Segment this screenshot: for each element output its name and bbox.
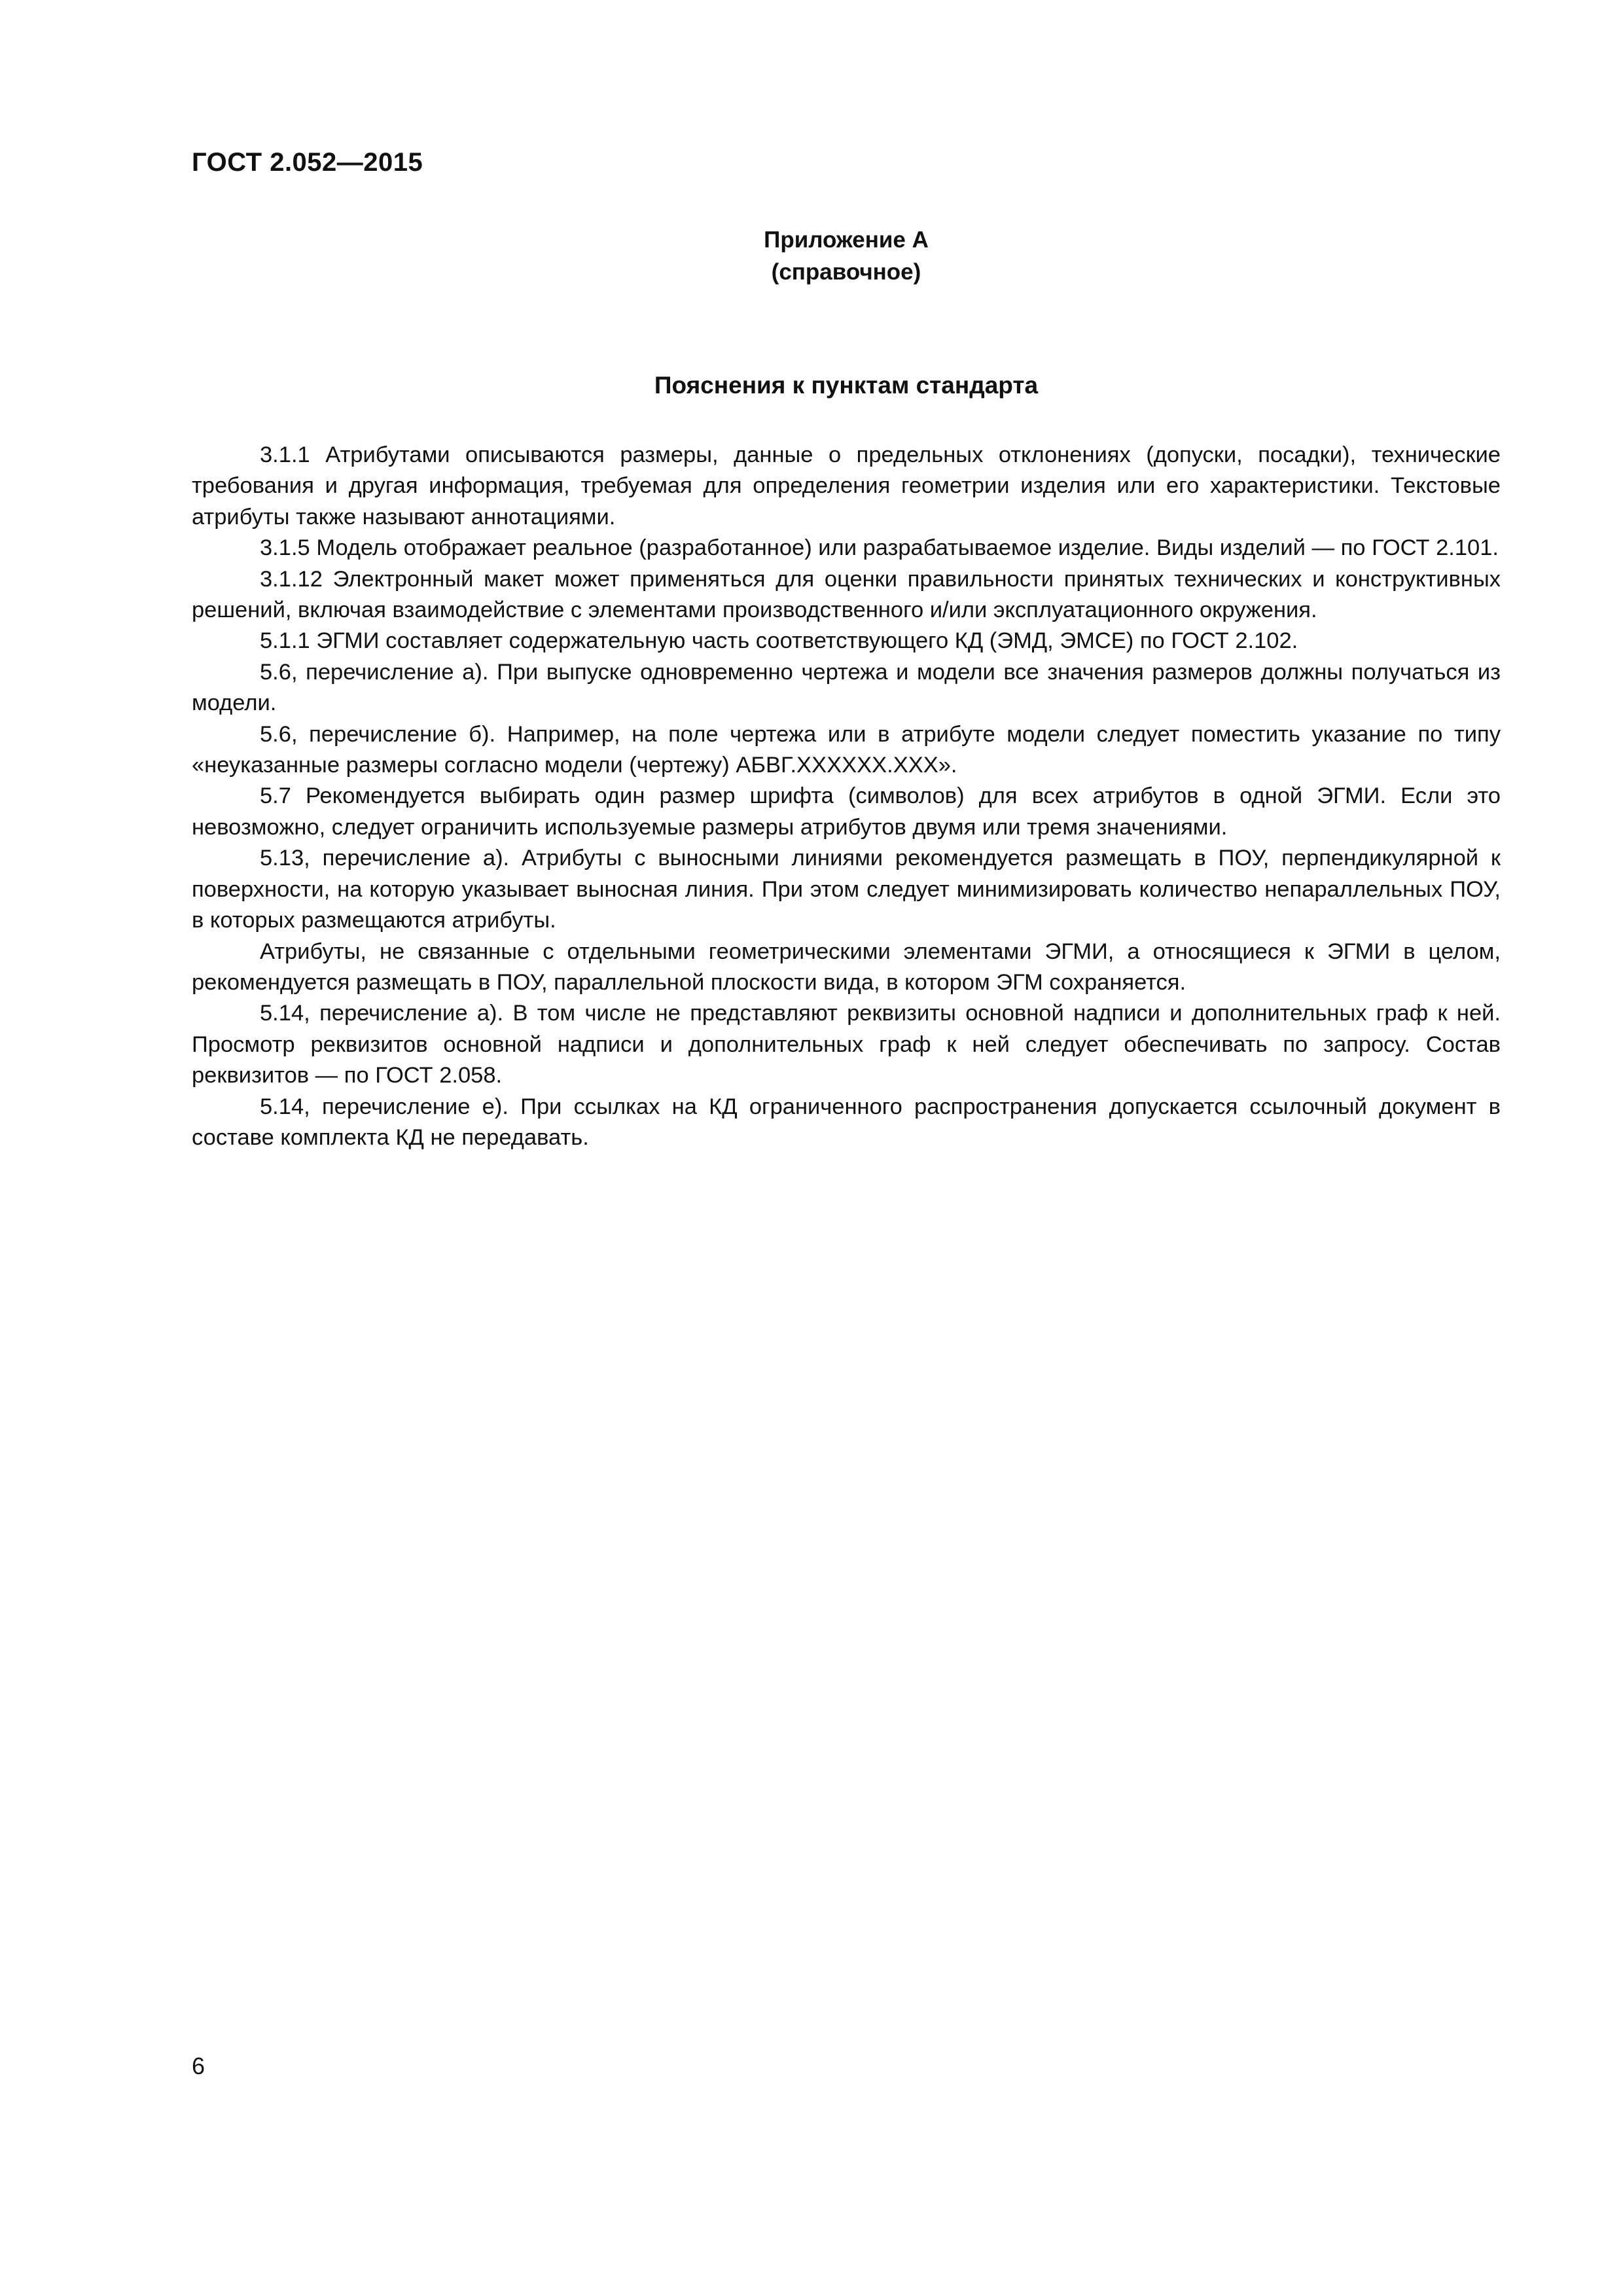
paragraph: 3.1.1 Атрибутами описываются размеры, данные о предельных отклонениях (допуски, посадки), технические требования и другая информация, требуемая для определения геометрии изделия или его характеристики. Текстовые атрибуты также называют аннотациями. [192,442,1501,529]
appendix-subtitle: (справочное) [771,259,921,285]
paragraph: 5.7 Рекомендуется выбирать один размер шрифта (символов) для всех атрибутов в одной ЭГМИ. Если это невозможно, следует ограничить используемые размеры атрибутов двумя или тремя значениями. [192,783,1501,840]
paragraph: Атрибуты, не связанные с отдельными геометрическими элементами ЭГМИ, а относящиеся к ЭГМИ в целом, рекомендуется размещать в ПОУ, параллельной плоскости вида, в котором ЭГМ сохраняется. [192,939,1501,995]
paragraph: 5.6, перечисление а). При выпуске одновременно чертежа и модели все значения размеров должны получаться из модели. [192,659,1501,716]
appendix-title: Приложение А [764,227,929,253]
section-title: Пояснения к пунктам стандарта [654,372,1039,399]
paragraph: 5.14, перечисление а). В том числе не представляют реквизиты основной надписи и дополнительных граф к ней. Просмотр реквизитов основной надписи и дополнительных граф к ней следует обеспечивать по запросу. Состав реквизитов — по ГОСТ 2.058. [192,1001,1501,1088]
appendix-heading [192,224,1501,288]
paragraph: 5.14, перечисление е). При ссылках на КД ограниченного распространения допускается ссылочный документ в составе комплекта КД не передавать. [192,1094,1501,1150]
page-number: 6 [192,2053,205,2079]
paragraph: 3.1.12 Электронный макет может применяться для оценки правильности принятых технических и конструктивных решений, включая взаимодействие с элементами производственного и/или эксплуатационного окружения. [192,566,1501,623]
standard-designation: ГОСТ 2.052—2015 [192,148,423,177]
paragraph: 5.6, перечисление б). Например, на поле чертежа или в атрибуте модели следует поместить указание по типу «неуказанные размеры согласно модели (чертежу) АБВГ.ХХХХХХ.ХХХ». [192,721,1501,778]
paragraph: 5.1.1 ЭГМИ составляет содержательную часть соответствующего КД (ЭМД, ЭМСЕ) по ГОСТ 2.102. [260,628,1298,654]
paragraph: 3.1.5 Модель отображает реальное (разработанное) или разрабатываемое изделие. Виды изделий — по ГОСТ 2.101. [260,535,1499,561]
body-text [192,440,1501,1153]
paragraph: 5.13, перечисление а). Атрибуты с выносными линиями рекомендуется размещать в ПОУ, перпендикулярной к поверхности, на которую указывает выносная линия. При этом следует минимизировать количество непараллельных ПОУ, в которых размещаются атрибуты. [192,846,1501,933]
